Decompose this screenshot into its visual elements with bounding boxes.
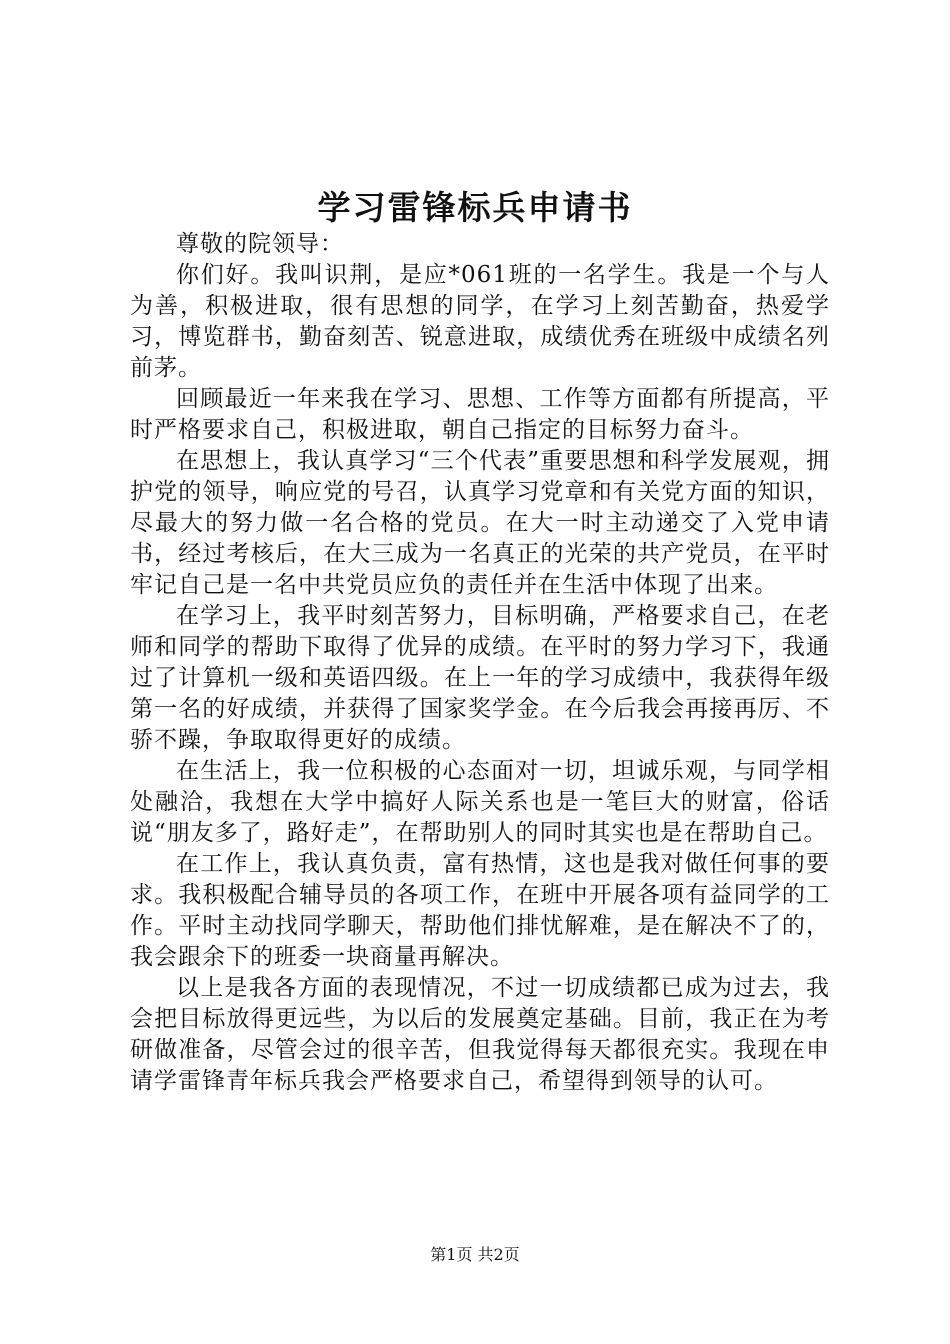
- salutation: 尊敬的院领导：: [176, 231, 344, 257]
- page-footer: 第1页 共2页: [430, 1245, 520, 1264]
- document-body: [130, 229, 830, 1097]
- paragraph-4: 在学习上，我平时刻苦努力，目标明确，严格要求自己，在老师和同学的帮助下取得了优异的成绩。在平时的努力学习下，我通过了计算机一级和英语四级。在上一年的学习成绩中，我获得年级第一名的好成绩，并获得了国家奖学金。在今后我会再接再厉、不骄不躁，争取取得更好的成绩。: [130, 603, 830, 753]
- paragraph-6: 在工作上，我认真负责，富有热情，这也是我对做任何事的要求。我积极配合辅导员的各项工作，在班中开展各项有益同学的工作。平时主动找同学聊天，帮助他们排忧解难，是在解决不了的，我会跟余下的班委一块商量再解决。: [130, 851, 830, 970]
- paragraph-1: 你们好。我叫识荆，是应*061班的一名学生。我是一个与人为善，积极进取，很有思想的同学，在学习上刻苦勤奋，热爱学习，博览群书，勤奋刻苦、锐意进取，成绩优秀在班级中成绩名列前茅。: [130, 262, 830, 381]
- paragraph-3: 在思想上，我认真学习“三个代表”重要思想和科学发展观，拥护党的领导，响应党的号召，认真学习党章和有关党方面的知识，尽最大的努力做一名合格的党员。在大一时主动递交了入党申请书，经过考核后，在大三成为一名真正的光荣的共产党员，在平时牢记自己是一名中共党员应负的责任并在生活中体现了出来。: [130, 448, 830, 598]
- paragraph-7: 以上是我各方面的表现情况，不过一切成绩都已成为过去，我会把目标放得更远些，为以后的发展奠定基础。目前，我正在为考研做准备，尽管会过的很辛苦，但我觉得每天都很充实。我现在申请学雷锋青年标兵我会严格要求自己，希望得到领导的认可。: [130, 975, 830, 1094]
- document-title: 学习雷锋标兵申请书: [317, 188, 633, 227]
- paragraph-2: 回顾最近一年来我在学习、思想、工作等方面都有所提高，平时严格要求自己，积极进取，朝自己指定的目标努力奋斗。: [130, 386, 830, 443]
- paragraph-5: 在生活上，我一位积极的心态面对一切，坦诚乐观，与同学相处融洽，我想在大学中搞好人际关系也是一笔巨大的财富，俗话说“朋友多了，路好走”，在帮助别人的同时其实也是在帮助自己。: [130, 758, 830, 846]
